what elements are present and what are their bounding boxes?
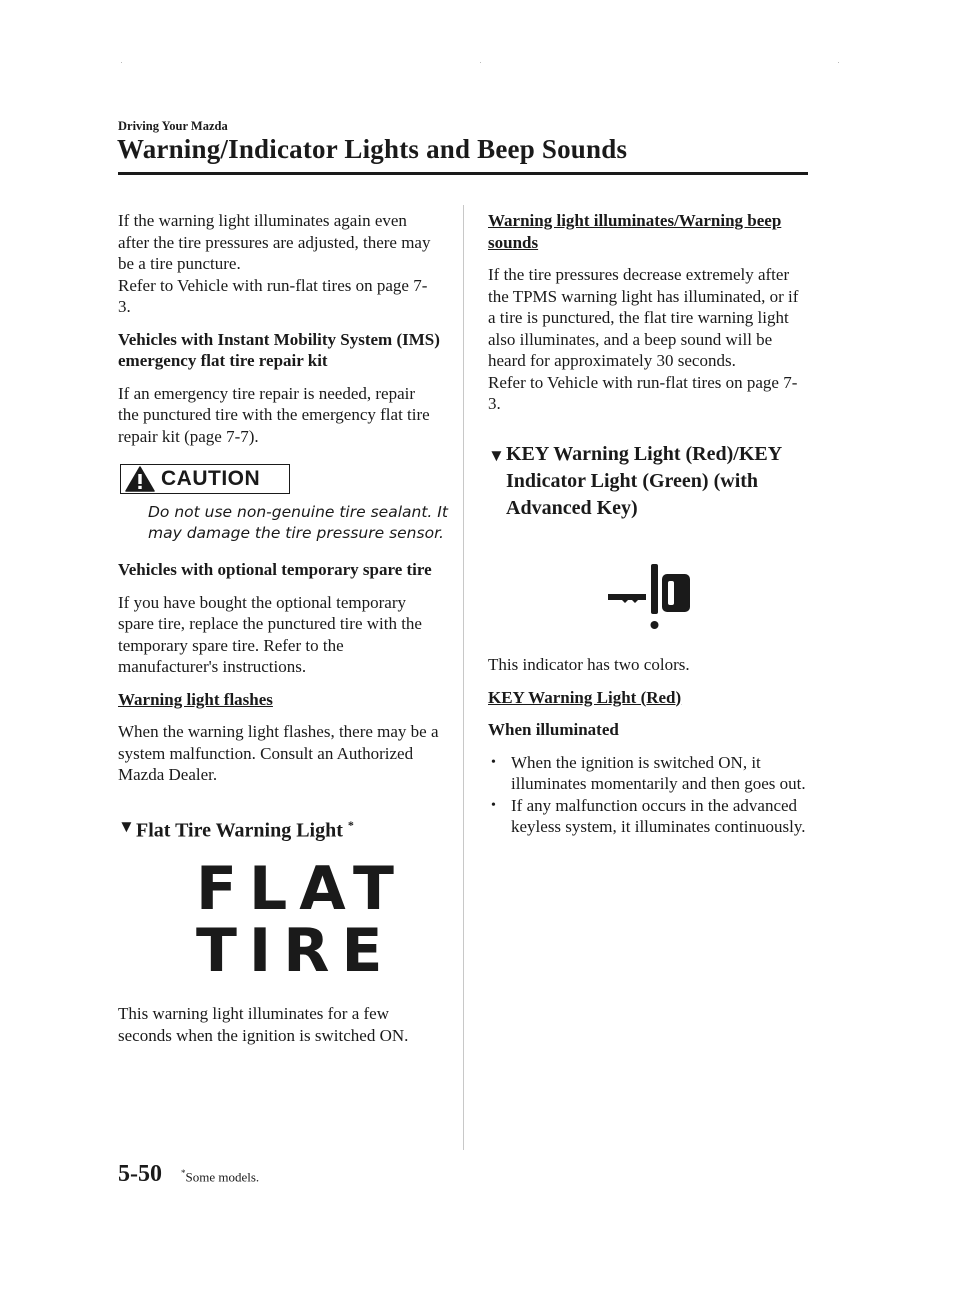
paragraph: When the warning light flashes, there may be a system malfunction. Consult an Authorized Mazda Dealer.	[118, 722, 439, 784]
warning-triangle-icon	[125, 466, 155, 492]
when-illuminated-heading: When illuminated	[488, 720, 619, 739]
key-warning-icon	[598, 562, 698, 634]
flat-icon-line: FLAT	[196, 854, 406, 925]
paragraph: Refer to Vehicle with run-flat tires on page 7-3.	[118, 275, 428, 316]
some-models-star: *	[347, 817, 354, 832]
flat-tire-section-title	[118, 812, 440, 845]
caution-label: CAUTION	[161, 467, 261, 491]
footer-note	[181, 1168, 259, 1185]
list-item: • When the ignition is switched ON, it illuminates momentarily and then goes out.	[488, 752, 810, 795]
paragraph: If the tire pressures decrease extremely after the TPMS warning light has illuminated, or if a tire is punctured, the flat tire warning light also illuminates, and a beep sound will be heard for approximately 30 seconds.	[488, 265, 799, 370]
column-divider	[463, 205, 464, 1150]
footer-note-text: Some models.	[185, 1169, 260, 1185]
paragraph: Refer to Vehicle with run-flat tires on page 7-3.	[488, 372, 798, 413]
page-number: 5-50	[118, 1161, 162, 1187]
section-label: Driving Your Mazda	[118, 119, 228, 133]
key-red-heading: KEY Warning Light (Red)	[488, 687, 682, 707]
caution-box	[120, 464, 290, 494]
right-column	[488, 210, 810, 838]
flat-tire-warning-icon	[196, 854, 406, 988]
flat-section-title-text: Flat Tire Warning Light	[136, 819, 343, 842]
bullet-dot-icon: •	[491, 797, 496, 813]
title-rule	[118, 172, 808, 175]
paragraph: This indicator has two colors.	[488, 655, 690, 674]
caution-text: Do not use non-genuine tire sealant. It may damage the tire pressure sensor.	[148, 503, 448, 542]
key-section-title-text: KEY Warning Light (Red)/KEY Indicator Light (Green) (with Advanced Key)	[506, 442, 782, 519]
list-item: • If any malfunction occurs in the advanced keyless system, it illuminates continuously.	[488, 795, 810, 838]
key-section-title	[488, 441, 810, 522]
crop-mark	[121, 62, 122, 63]
footer-star: *	[181, 1168, 186, 1178]
crop-mark	[480, 62, 481, 63]
triangle-marker-icon: ▼	[488, 445, 505, 465]
beep-heading: Warning light illuminates/Warning beep sounds	[488, 211, 782, 252]
ims-heading: Vehicles with Instant Mobility System (IMS) emergency flat tire repair kit	[118, 329, 440, 370]
crop-mark	[838, 62, 839, 63]
paragraph: This warning light illuminates for a few seconds when the ignition is switched ON.	[118, 1004, 409, 1045]
paragraph: If an emergency tire repair is needed, repair the punctured tire with the emergency flat tire repair kit (page 7-7).	[118, 383, 430, 446]
page-title: Warning/Indicator Lights and Beep Sounds	[117, 134, 628, 164]
left-column	[118, 210, 448, 1046]
flash-heading: Warning light flashes	[118, 689, 273, 709]
paragraph: If you have bought the optional temporary spare tire, replace the punctured tire with the temporary spare tire. Refer to the manufacturer's instructions.	[118, 592, 422, 676]
bullet-dot-icon: •	[491, 754, 496, 770]
paragraph: If the warning light illuminates again even after the tire pressures are adjusted, there may be a tire puncture.	[118, 211, 431, 273]
spare-heading: Vehicles with optional temporary spare tire	[118, 560, 432, 579]
triangle-marker-icon: ▼	[118, 816, 135, 836]
flat-icon-line: TIRE	[196, 916, 395, 987]
